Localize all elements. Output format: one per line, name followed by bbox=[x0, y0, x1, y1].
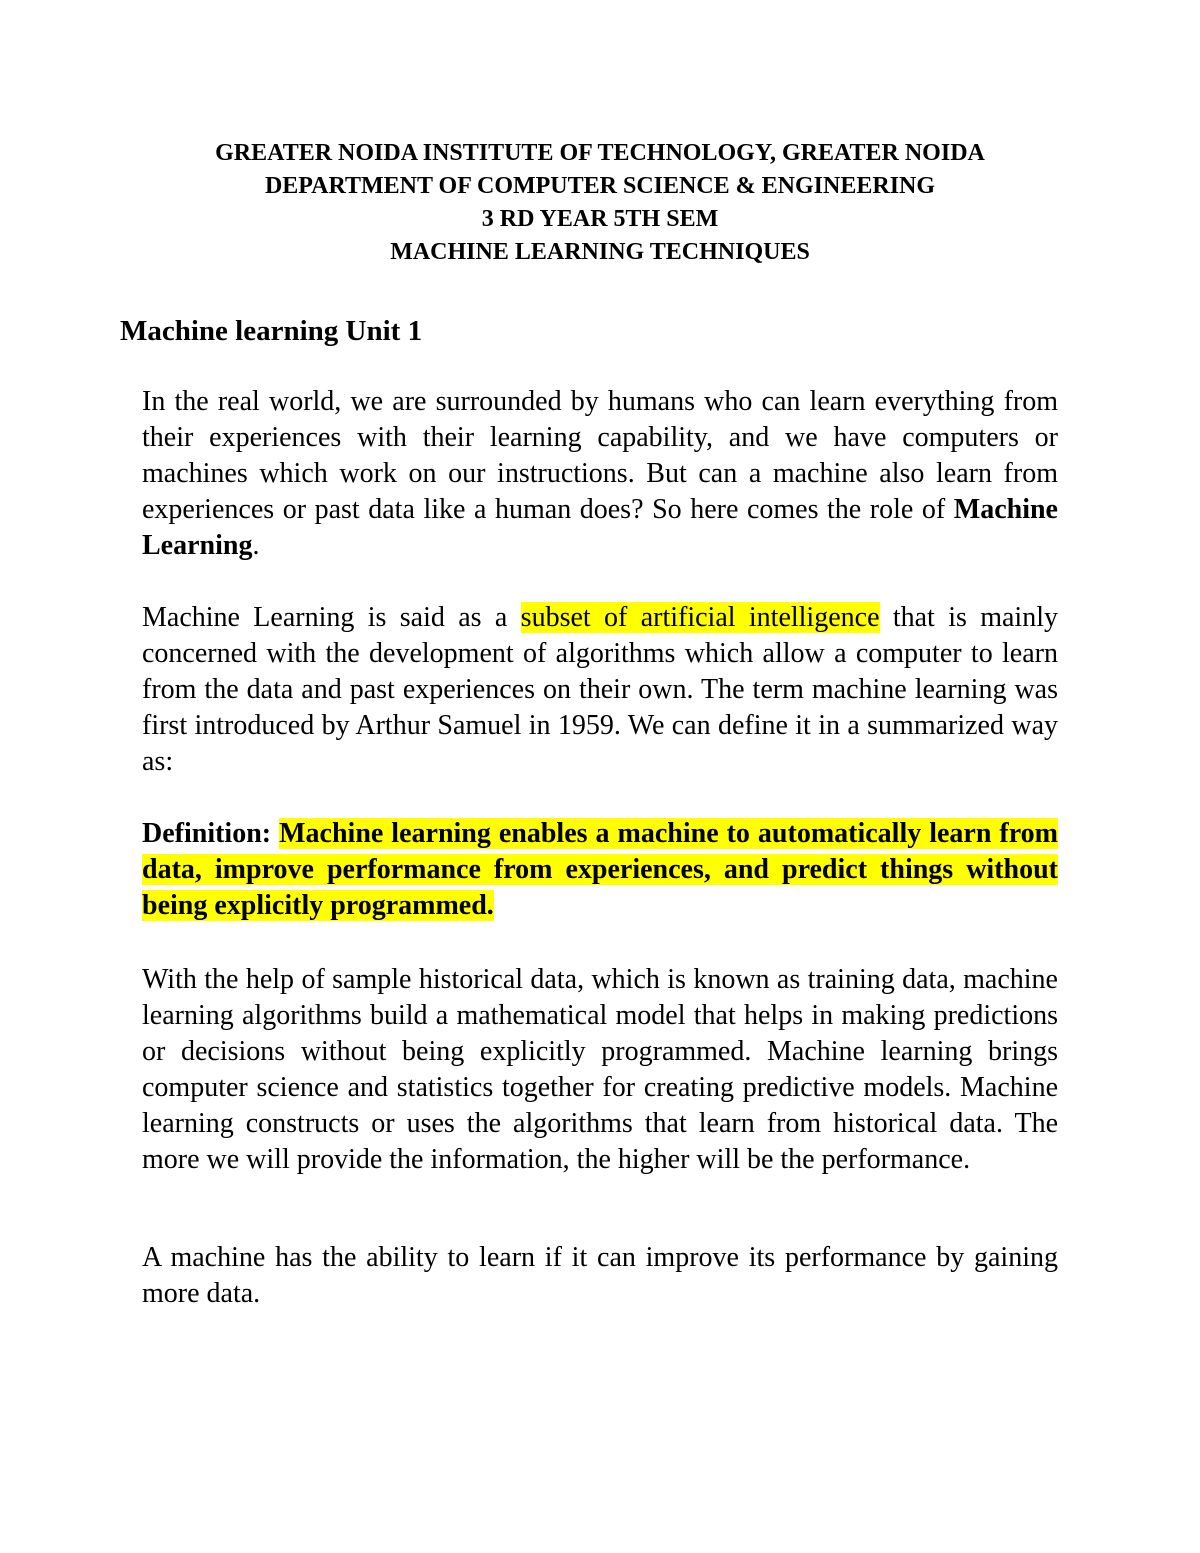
subset-text-before: Machine Learning is said as a bbox=[142, 602, 521, 633]
subset-text-after: that is mainly concerned with the development of algorithms which allow a computer to learn from the data and past experiences on their own. The term machine learning was first introduced by Arthur Samuel in 1959. We can define it in a summarized way as: bbox=[142, 602, 1058, 777]
year-semester: 3 RD YEAR 5TH SEM bbox=[481, 206, 719, 232]
subset-highlight: subset of artificial intelligence bbox=[520, 602, 880, 633]
department-name: DEPARTMENT OF COMPUTER SCIENCE & ENGINEERING bbox=[264, 173, 936, 199]
intro-text: In the real world, we are surrounded by humans who can learn everything from their experiences with their learning capability, and we have computers or machines which work on our instructions. But can a machine also learn from experiences or past data like a human does? So here comes the role of bbox=[142, 386, 1058, 525]
course-title: MACHINE LEARNING TECHNIQUES bbox=[390, 239, 810, 265]
definition-label: Definition: bbox=[142, 818, 272, 849]
training-data-paragraph: With the help of sample historical data, which is known as training data, machine learning algorithms build a mathematical model that helps in making predictions or decisions without being explicitly programmed. Machine learning brings computer science and statistics together for creating predictive models. Machine learning constructs or uses the algorithms that learn from historical data. The more we will provide the information, the higher will be the performance. bbox=[142, 964, 1058, 1175]
definition-paragraph bbox=[142, 816, 1058, 924]
definition-text: Machine learning enables a machine to automatically learn from data, improve performance from experiences, and predict things without being explicitly programmed. bbox=[142, 818, 1058, 921]
intro-bold-term: Machine Learning bbox=[142, 494, 1058, 561]
unit-title: Machine learning Unit 1 bbox=[120, 315, 423, 347]
institute-name: GREATER NOIDA INSTITUTE OF TECHNOLOGY, GREATER NOIDA bbox=[215, 140, 985, 166]
intro-paragraph bbox=[142, 384, 1058, 564]
intro-end: . bbox=[252, 530, 260, 561]
ability-paragraph: A machine has the ability to learn if it can improve its performance by gaining more data. bbox=[142, 1242, 1058, 1309]
ml-subset-paragraph bbox=[142, 600, 1058, 780]
document-header bbox=[0, 137, 1200, 269]
